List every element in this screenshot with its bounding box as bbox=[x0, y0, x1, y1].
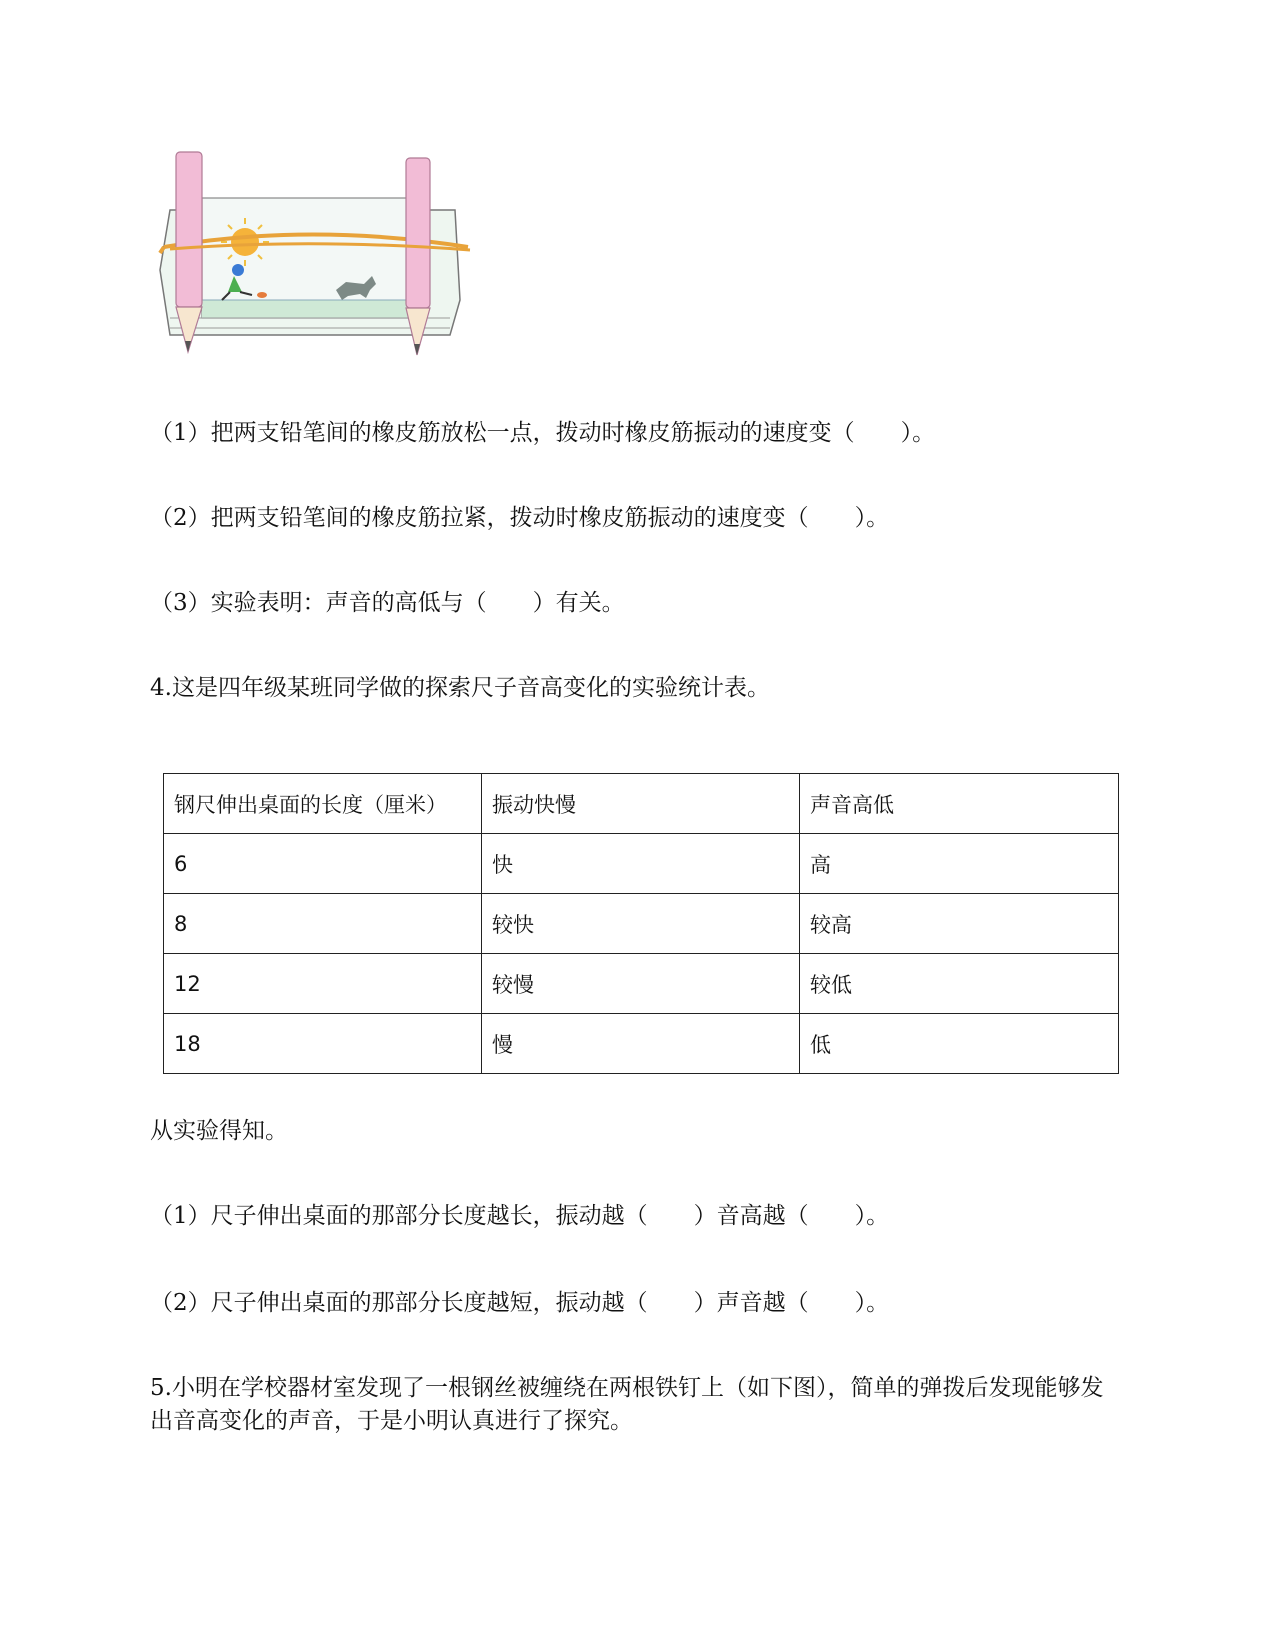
table-cell: 较高 bbox=[800, 894, 1119, 954]
table-cell: 较低 bbox=[800, 954, 1119, 1014]
table-cell: 6 bbox=[164, 834, 482, 894]
table-header-row bbox=[164, 774, 1119, 834]
q4-item-2: （2）尺子伸出桌面的那部分长度越短，振动越（ ）声音越（ ）。 bbox=[150, 1290, 890, 1316]
q3-item-1: （1）把两支铅笔间的橡皮筋放松一点，拨动时橡皮筋振动的速度变（ ）。 bbox=[150, 420, 936, 446]
table-cell: 慢 bbox=[482, 1014, 800, 1074]
pencil-rubber-band-illustration bbox=[150, 150, 480, 380]
q4-intro: 4.这是四年级某班同学做的探索尺子音高变化的实验统计表。 bbox=[150, 675, 770, 701]
table-row bbox=[164, 954, 1119, 1014]
ruler-experiment-table bbox=[163, 773, 1119, 1074]
table-header-cell: 振动快慢 bbox=[482, 774, 800, 834]
table-row bbox=[164, 834, 1119, 894]
table-cell: 较快 bbox=[482, 894, 800, 954]
q3-item-2: （2）把两支铅笔间的橡皮筋拉紧，拨动时橡皮筋振动的速度变（ ）。 bbox=[150, 505, 890, 531]
table-row bbox=[164, 894, 1119, 954]
q3-item-3: （3）实验表明：声音的高低与（ ）有关。 bbox=[150, 590, 625, 616]
table-cell: 8 bbox=[164, 894, 482, 954]
table-cell: 快 bbox=[482, 834, 800, 894]
table-header-cell: 声音高低 bbox=[800, 774, 1119, 834]
q5-text: 5.小明在学校器材室发现了一根钢丝被缠绕在两根铁钉上（如下图），简单的弹拨后发现能够发出音高变化的声音，于是小明认真进行了探究。 bbox=[150, 1375, 1104, 1434]
table-row bbox=[164, 1014, 1119, 1074]
table-cell: 较慢 bbox=[482, 954, 800, 1014]
q4-item-1: （1）尺子伸出桌面的那部分长度越长，振动越（ ）音高越（ ）。 bbox=[150, 1203, 890, 1229]
q4-conclusion: 从实验得知。 bbox=[150, 1118, 288, 1144]
table-cell: 高 bbox=[800, 834, 1119, 894]
table-cell: 低 bbox=[800, 1014, 1119, 1074]
table-header-cell: 钢尺伸出桌面的长度（厘米） bbox=[164, 774, 482, 834]
table-cell: 12 bbox=[164, 954, 482, 1014]
table-cell: 18 bbox=[164, 1014, 482, 1074]
